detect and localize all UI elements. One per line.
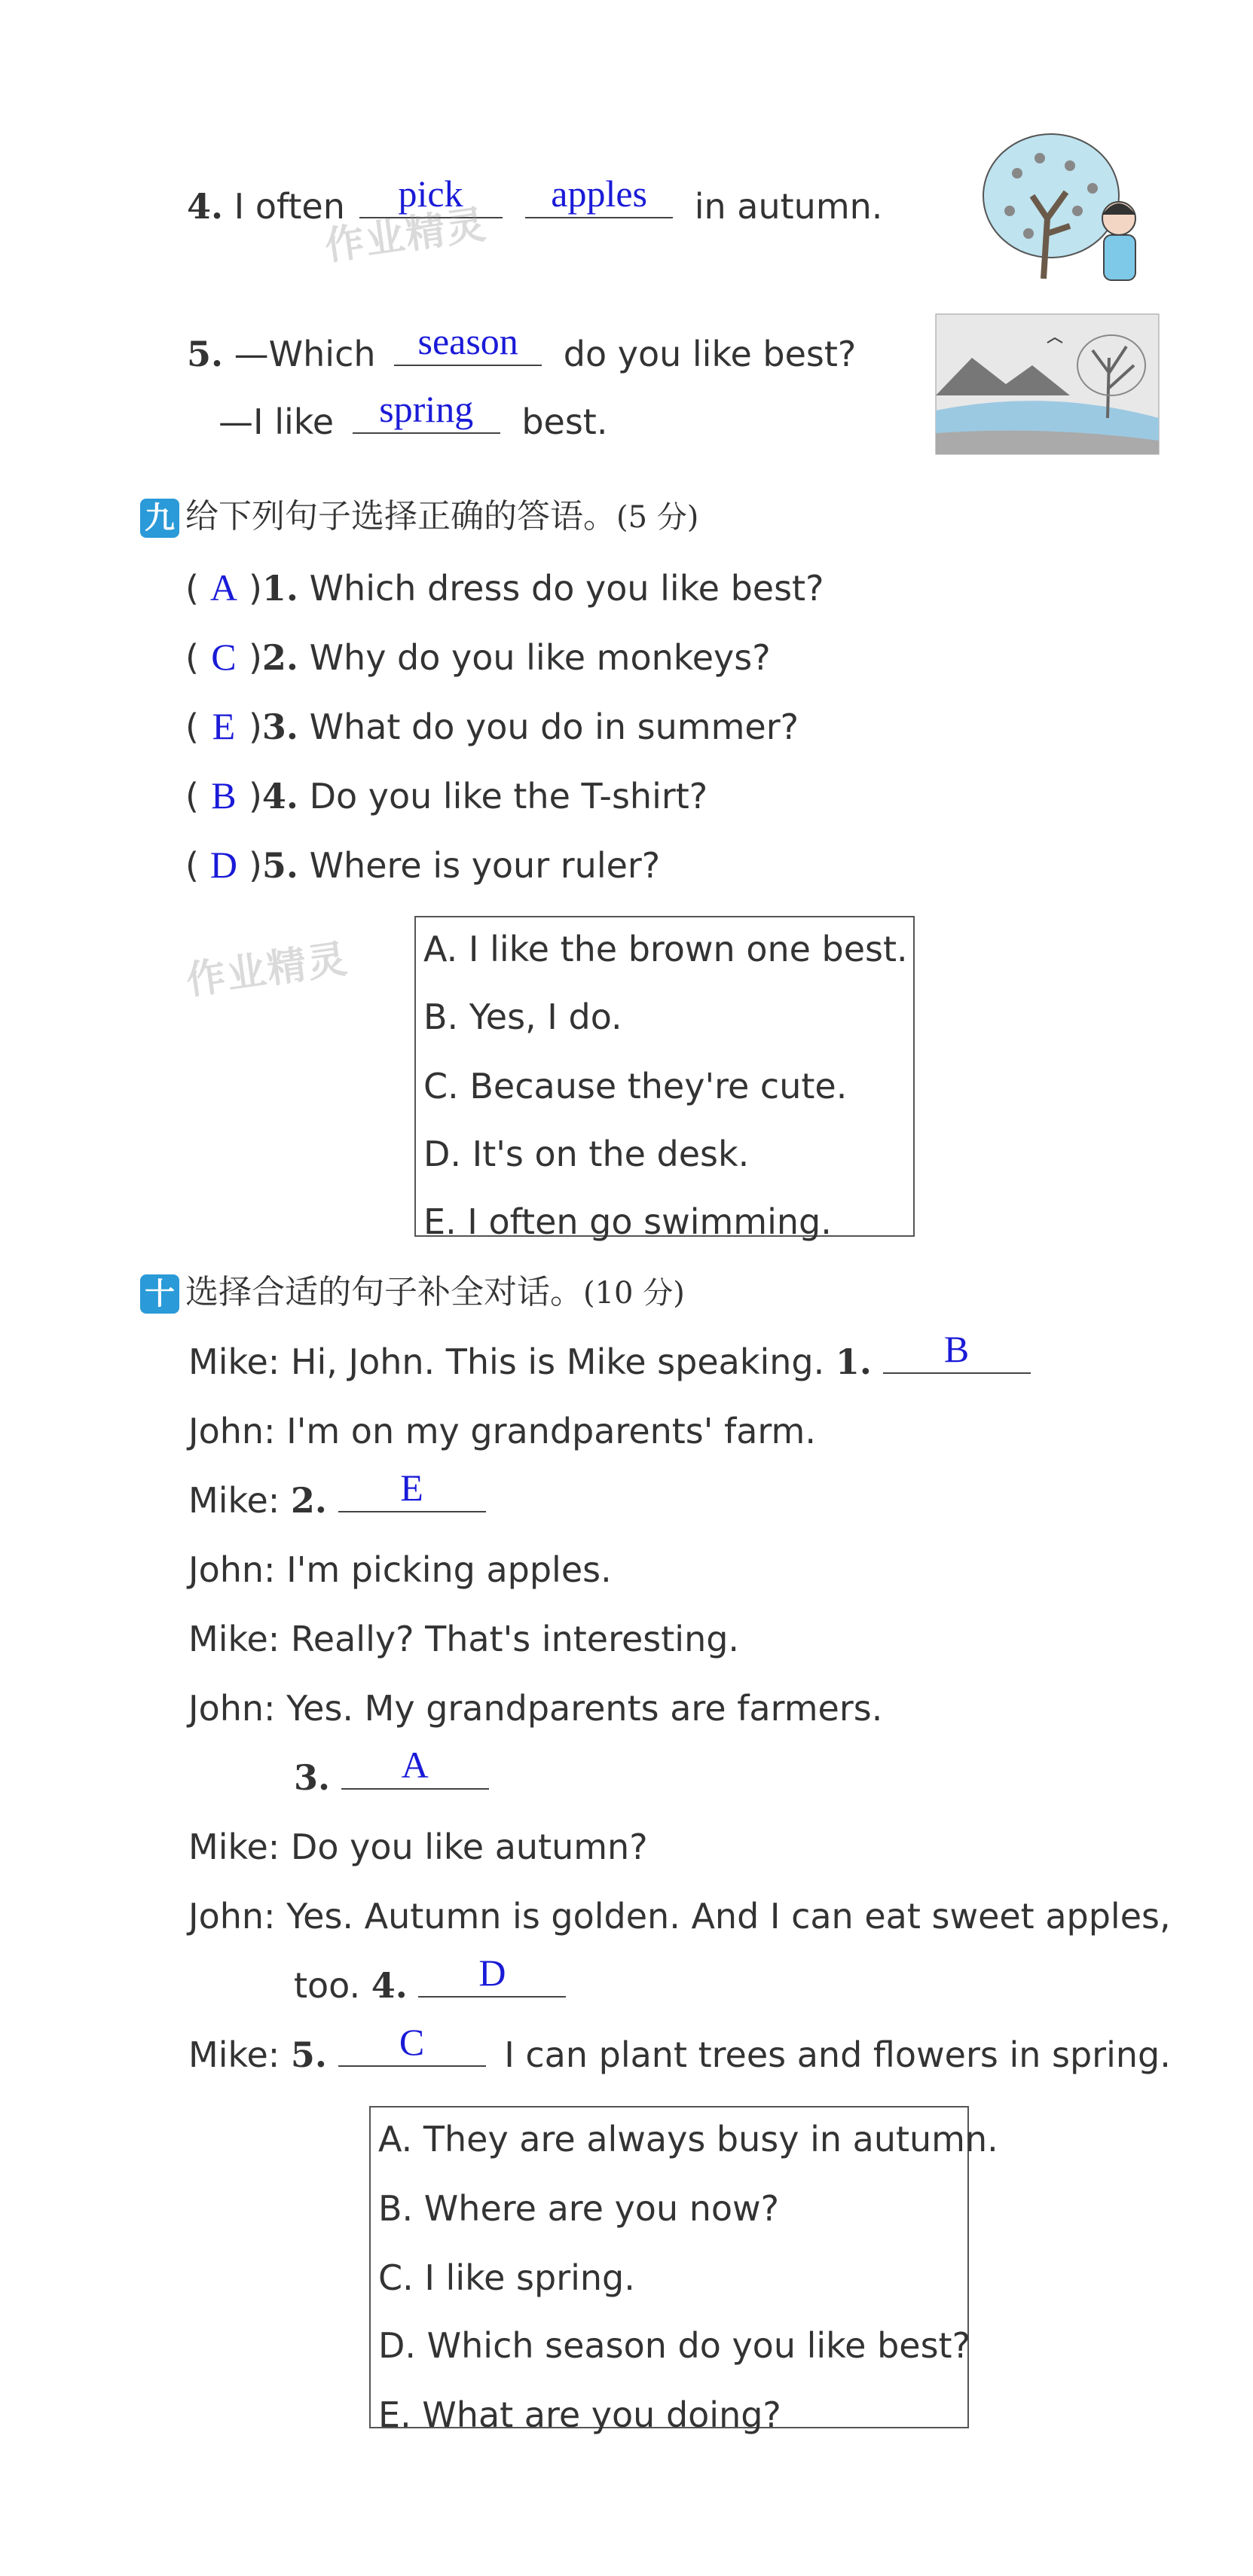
section-9-title: 给下列句子选择正确的答语。: [185, 497, 616, 536]
section-9-heading: [140, 494, 698, 540]
dialog-line-8: [188, 1824, 648, 1869]
sec9-answer-5[interactable]: D: [209, 844, 237, 886]
sec9-item-2: ( C )2. Why do you like monkeys?: [185, 636, 771, 678]
q5-line2-after: best.: [521, 401, 608, 442]
dialog-line-2: [188, 1409, 816, 1454]
speaker: John:: [188, 1411, 276, 1451]
dialog-line-5: [188, 1616, 739, 1662]
q4-text-after: in autumn.: [694, 186, 883, 227]
sec9-item-5: ( D )5. Where is your ruler?: [185, 844, 661, 886]
q4-blank-2[interactable]: [525, 172, 673, 218]
speaker: Mike:: [188, 1619, 280, 1659]
q4-number: 4.: [187, 186, 224, 227]
q5-blank-1[interactable]: [394, 320, 542, 366]
sec9-item-1: ( A )1. Which dress do you like best?: [185, 566, 824, 609]
speaker: Mike:: [188, 1341, 280, 1382]
speaker: Mike:: [188, 1827, 280, 1867]
sec9-answer-2[interactable]: C: [211, 636, 237, 678]
dialog-line-6: [188, 1686, 882, 1731]
sec9-options-box: [414, 916, 915, 1242]
dialog-answer-2: E: [400, 1467, 423, 1509]
blank-number: 4.: [371, 1965, 408, 2006]
section-9-badge: 九: [140, 499, 179, 538]
dialog-text: I'm picking apples.: [286, 1549, 612, 1590]
section-10-score: (10 分): [583, 1276, 685, 1311]
dialog-blank-5[interactable]: [338, 2021, 486, 2067]
dialog-text: I'm on my grandparents' farm.: [286, 1411, 816, 1451]
blank-number: 3.: [294, 1757, 331, 1798]
q4-answer-1: pick: [398, 172, 463, 215]
dialog-line-11: [188, 2021, 1171, 2077]
sec10-options-box: [369, 2106, 998, 2435]
sec10-option-a: A. They are always busy in autumn.: [378, 2119, 998, 2159]
section-9-score: (5 分): [616, 500, 699, 535]
q5-line-2: [219, 388, 608, 444]
dialog-line-7: [294, 1744, 489, 1800]
dialog-text: Hi, John. This is Mike speaking.: [290, 1341, 825, 1382]
sec9-answer-3[interactable]: E: [212, 705, 236, 747]
q4-text-before: I often: [234, 186, 345, 227]
q5-answer-1: season: [417, 320, 518, 362]
sec9-option-c: C. Because they're cute.: [423, 1066, 848, 1106]
q5-line1-after: do you like best?: [563, 334, 857, 374]
speaker: John:: [188, 1688, 276, 1729]
landscape-illustration: [934, 313, 1160, 456]
sec9-option-d: D. It's on the desk.: [423, 1134, 750, 1174]
dialog-text: Do you like autumn?: [290, 1827, 648, 1867]
sec10-option-c: C. I like spring.: [378, 2257, 635, 2298]
speaker: John:: [188, 1549, 276, 1590]
apple-tree-illustration: [979, 128, 1153, 286]
q5-line-1: [187, 320, 857, 377]
sec9-answer-1[interactable]: A: [209, 566, 237, 609]
sec10-option-d: D. Which season do you like best?: [378, 2325, 970, 2366]
sec9-option-b: B. Yes, I do.: [423, 997, 622, 1037]
q5-number: 5.: [187, 334, 224, 374]
q5-answer-2: spring: [379, 388, 474, 430]
q4-answer-2: apples: [551, 172, 647, 215]
dialog-blank-3[interactable]: [341, 1744, 489, 1790]
dialog-line-10: [294, 1952, 566, 2008]
speaker: Mike:: [188, 2034, 280, 2075]
q5-line2-before: —I like: [219, 401, 335, 442]
dialog-blank-4[interactable]: [418, 1952, 566, 1998]
speaker: John:: [188, 1896, 276, 1937]
dialog-text: too.: [294, 1965, 361, 2006]
sec9-question-2: Why do you like monkeys?: [309, 637, 771, 678]
sec10-option-b: B. Where are you now?: [378, 2188, 780, 2229]
q4-line: [187, 172, 883, 229]
sec9-question-4: Do you like the T-shirt?: [309, 776, 708, 816]
sec9-question-3: What do you do in summer?: [309, 707, 799, 747]
sec9-question-5: Where is your ruler?: [309, 845, 661, 886]
sec9-option-a: A. I like the brown one best.: [423, 929, 908, 969]
section-10-heading: [140, 1270, 685, 1316]
dialog-text: Yes. My grandparents are farmers.: [286, 1688, 883, 1729]
dialog-text: I can plant trees and flowers in spring.: [504, 2034, 1171, 2075]
sec9-answer-4[interactable]: B: [211, 774, 237, 816]
dialog-answer-1: B: [943, 1328, 970, 1370]
q5-blank-2[interactable]: [353, 388, 500, 434]
blank-number: 1.: [835, 1341, 872, 1382]
dialog-blank-1[interactable]: [883, 1328, 1031, 1374]
dialog-text: Yes. Autumn is golden. And I can eat sweet apples,: [286, 1896, 1171, 1937]
speaker: Mike:: [188, 1480, 280, 1521]
watermark: 作业精灵: [183, 936, 351, 1004]
sec9-question-1: Which dress do you like best?: [309, 568, 824, 609]
sec9-item-4: ( B )4. Do you like the T-shirt?: [185, 774, 708, 816]
sec9-item-3: ( E )3. What do you do in summer?: [185, 705, 799, 747]
dialog-answer-3: A: [401, 1744, 429, 1786]
dialog-answer-5: C: [399, 2021, 425, 2063]
dialog-text: Really? That's interesting.: [290, 1619, 740, 1659]
dialog-answer-4: D: [478, 1952, 506, 1994]
blank-number: 5.: [290, 2034, 327, 2075]
section-10-badge: 十: [140, 1274, 179, 1314]
q5-line1-before: —Which: [234, 334, 376, 374]
blank-number: 2.: [290, 1480, 327, 1521]
watermark: 作业精灵: [322, 202, 490, 270]
sec10-option-e: E. What are you doing?: [378, 2394, 781, 2435]
sec9-option-e: E. I often go swimming.: [423, 1201, 832, 1242]
section-10-title: 选择合适的句子补全对话。: [185, 1273, 583, 1311]
dialog-line-9: [188, 1894, 1171, 1939]
dialog-line-4: [188, 1547, 612, 1592]
dialog-blank-2[interactable]: [338, 1467, 486, 1512]
dialog-line-1: [188, 1328, 1031, 1384]
dialog-line-3: [188, 1467, 486, 1523]
